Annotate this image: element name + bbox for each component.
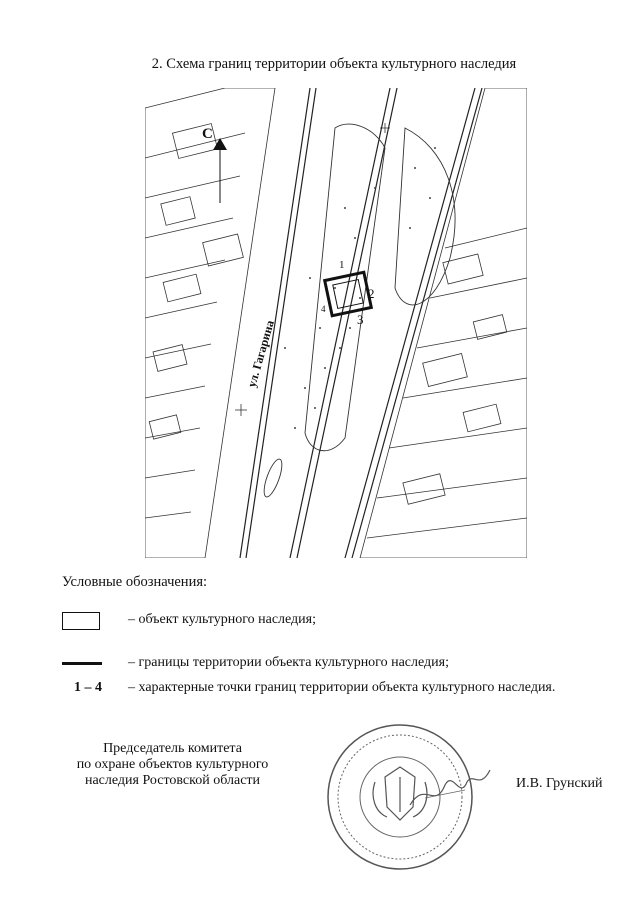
position-line: Председатель комитета	[103, 741, 242, 756]
position-line: наследия Ростовской области	[84, 773, 261, 788]
legend-item-text: – характерные точки границ территории объекта культурного наследия.	[128, 680, 556, 695]
north-label: С	[202, 126, 213, 142]
map-drawing	[145, 88, 527, 558]
boundary-line-symbol	[62, 662, 102, 665]
point-4-label: 4	[321, 304, 326, 314]
point-3-label: 3	[357, 312, 364, 327]
boundary-map	[145, 88, 527, 558]
point-1-label: 1	[339, 259, 345, 271]
legend-item-text: – границы территории объекта культурного наследия;	[128, 655, 449, 670]
point-2-label: 2	[368, 286, 375, 301]
signatory-position	[40, 741, 305, 789]
signatory-name: И.В. Грунский	[516, 776, 603, 791]
position-line: по охране объектов культурного	[76, 757, 269, 772]
street-label: ул. Гагарина	[244, 318, 277, 389]
handwritten-signature	[405, 760, 495, 820]
document-title: 2. Схема границ территории объекта культурного наследия	[151, 56, 517, 72]
legend-item-text: – объект культурного наследия;	[128, 612, 316, 627]
points-symbol: 1 – 4	[74, 680, 102, 695]
object-symbol	[62, 612, 100, 630]
legend-heading: Условные обозначения:	[62, 574, 208, 590]
